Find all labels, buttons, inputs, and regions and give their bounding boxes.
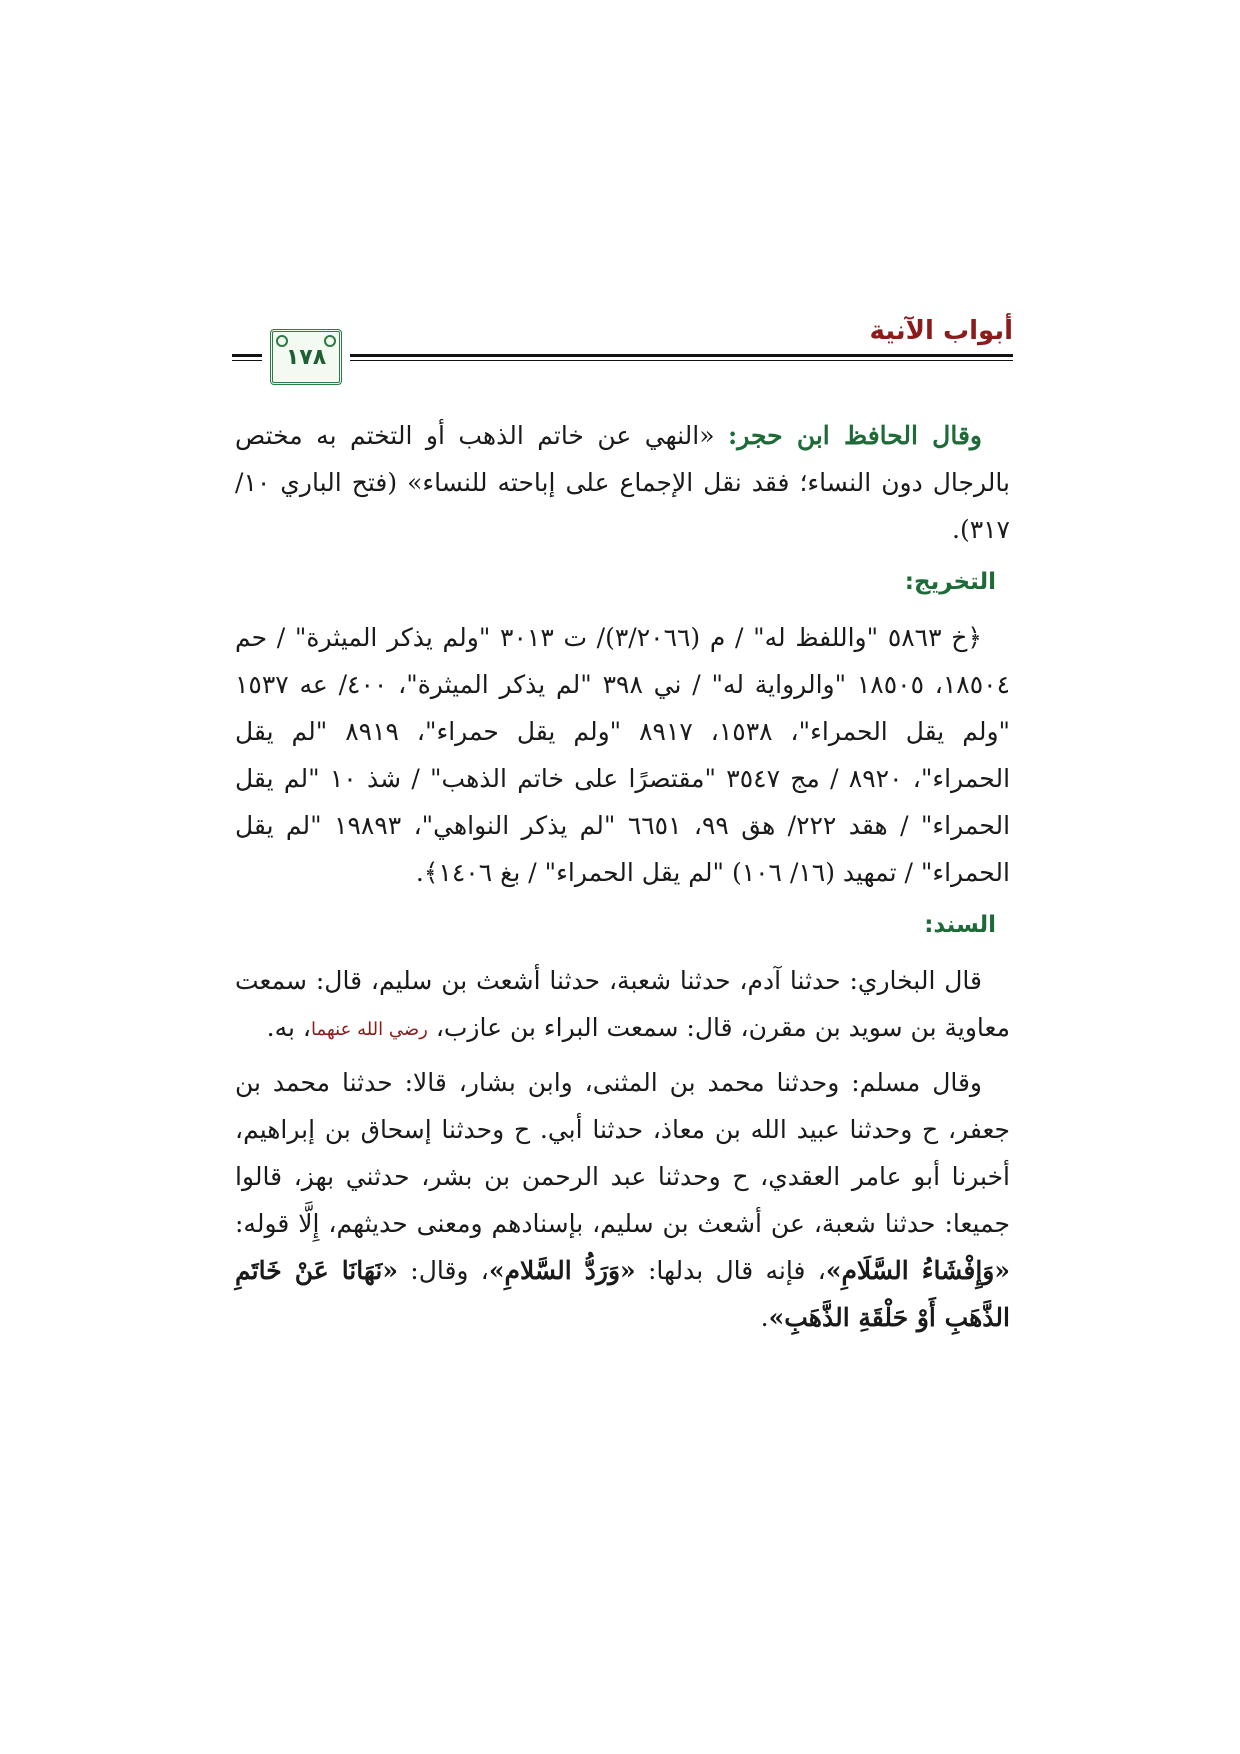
page-header [232, 310, 1013, 390]
page-content [235, 412, 1010, 1341]
page-number-badge [270, 329, 342, 385]
takhrij-text: ﴿خ ٥٨٦٣ "واللفظ له" / م (٣/٢٠٦٦)/ ت ٣٠١٣ "ولم يذكر الميثرة" / حم ١٨٥٠٤، ١٨٥٠٥ "والرواية له" / ني ٣٩٨ "لم يذكر الميثرة"، ٤٠٠/ عه ١٥٣٧ "ولم يقل الحمراء"، ١٥٣٨، ٨٩١٧ "ولم يقل حمراء"، ٨٩١٩ "لم يقل الحمراء"، ٨٩٢٠ / مج ٣٥٤٧ "مقتصرًا على خاتم الذهب" / شذ ١٠ "لم يقل الحمراء" / هقد ٢٢٢/ هق ٩٩، ٦٦٥١ "لم يذكر النواهي"، ١٩٨٩٣ "لم يقل الحمراء" / تمهيد (١٦/ ١٠٦) "لم يقل الحمراء" / بغ ١٤٠٦﴾. [235, 623, 1011, 887]
header-rule-right [350, 354, 1013, 361]
isnad-heading: السند: [924, 912, 996, 938]
isnad-muslim-mid2: ، وقال: [398, 1256, 489, 1285]
quote-speaker: وقال الحافظ ابن حجر: [727, 421, 982, 450]
header-rule-left [232, 354, 262, 361]
quote-text: «النهي عن خاتم الذهب أو التختم به مختص بالرجال دون النساء؛ فقد نقل الإجماع على إباحته للنساء» (فتح الباري ١٠/ ٣١٧). [235, 421, 1010, 544]
hadith-quote-3: «نَهَانَا عَنْ خَاتَمِ الذَّهَبِ أَوْ حَلْقَةِ الذَّهَبِ» [235, 1256, 1010, 1332]
honorific-glyph: رضي الله عنهما [310, 1019, 428, 1040]
isnad-bukhari-text: قال البخاري: حدثنا آدم، حدثنا شعبة، حدثنا أشعث بن سليم، قال: سمعت معاوية بن سويد بن مقرن، قال: سمعت البراء بن عازب، [235, 966, 1010, 1042]
isnad-muslim-text: وقال مسلم: وحدثنا محمد بن المثنى، وابن بشار، قالا: حدثنا محمد بن جعفر، ح وحدثنا عبيد الله بن معاذ، حدثنا أبي. ح وحدثنا إسحاق بن إبراهيم، أخبرنا أبو عامر العقدي، ح وحدثنا عبد الرحمن بن بشر، حدثني بهز، قالوا جميعا: حدثنا شعبة، عن أشعث بن سليم، بإسنادهم ومعنى حديثهم، إِلَّا قوله: [235, 1068, 1010, 1238]
isnad-muslim-end: . [760, 1303, 769, 1332]
hadith-quote-2: «وَرَدُّ السَّلامِ» [488, 1256, 636, 1285]
hadith-quote-1: «وَإِفْشَاءُ السَّلَامِ» [825, 1256, 1011, 1285]
ibn-hajar-quote [235, 412, 1010, 553]
isnad-muslim [235, 1059, 1010, 1341]
takhrij-heading: التخريج: [904, 569, 996, 595]
isnad-bukhari [235, 957, 1010, 1053]
chapter-title: أبواب الآنية [869, 316, 1013, 346]
isnad-muslim-mid: ، فإنه قال بدلها: [635, 1256, 826, 1285]
isnad-bukhari-end: ، به. [266, 1013, 311, 1042]
page-number: ١٧٨ [285, 344, 327, 370]
